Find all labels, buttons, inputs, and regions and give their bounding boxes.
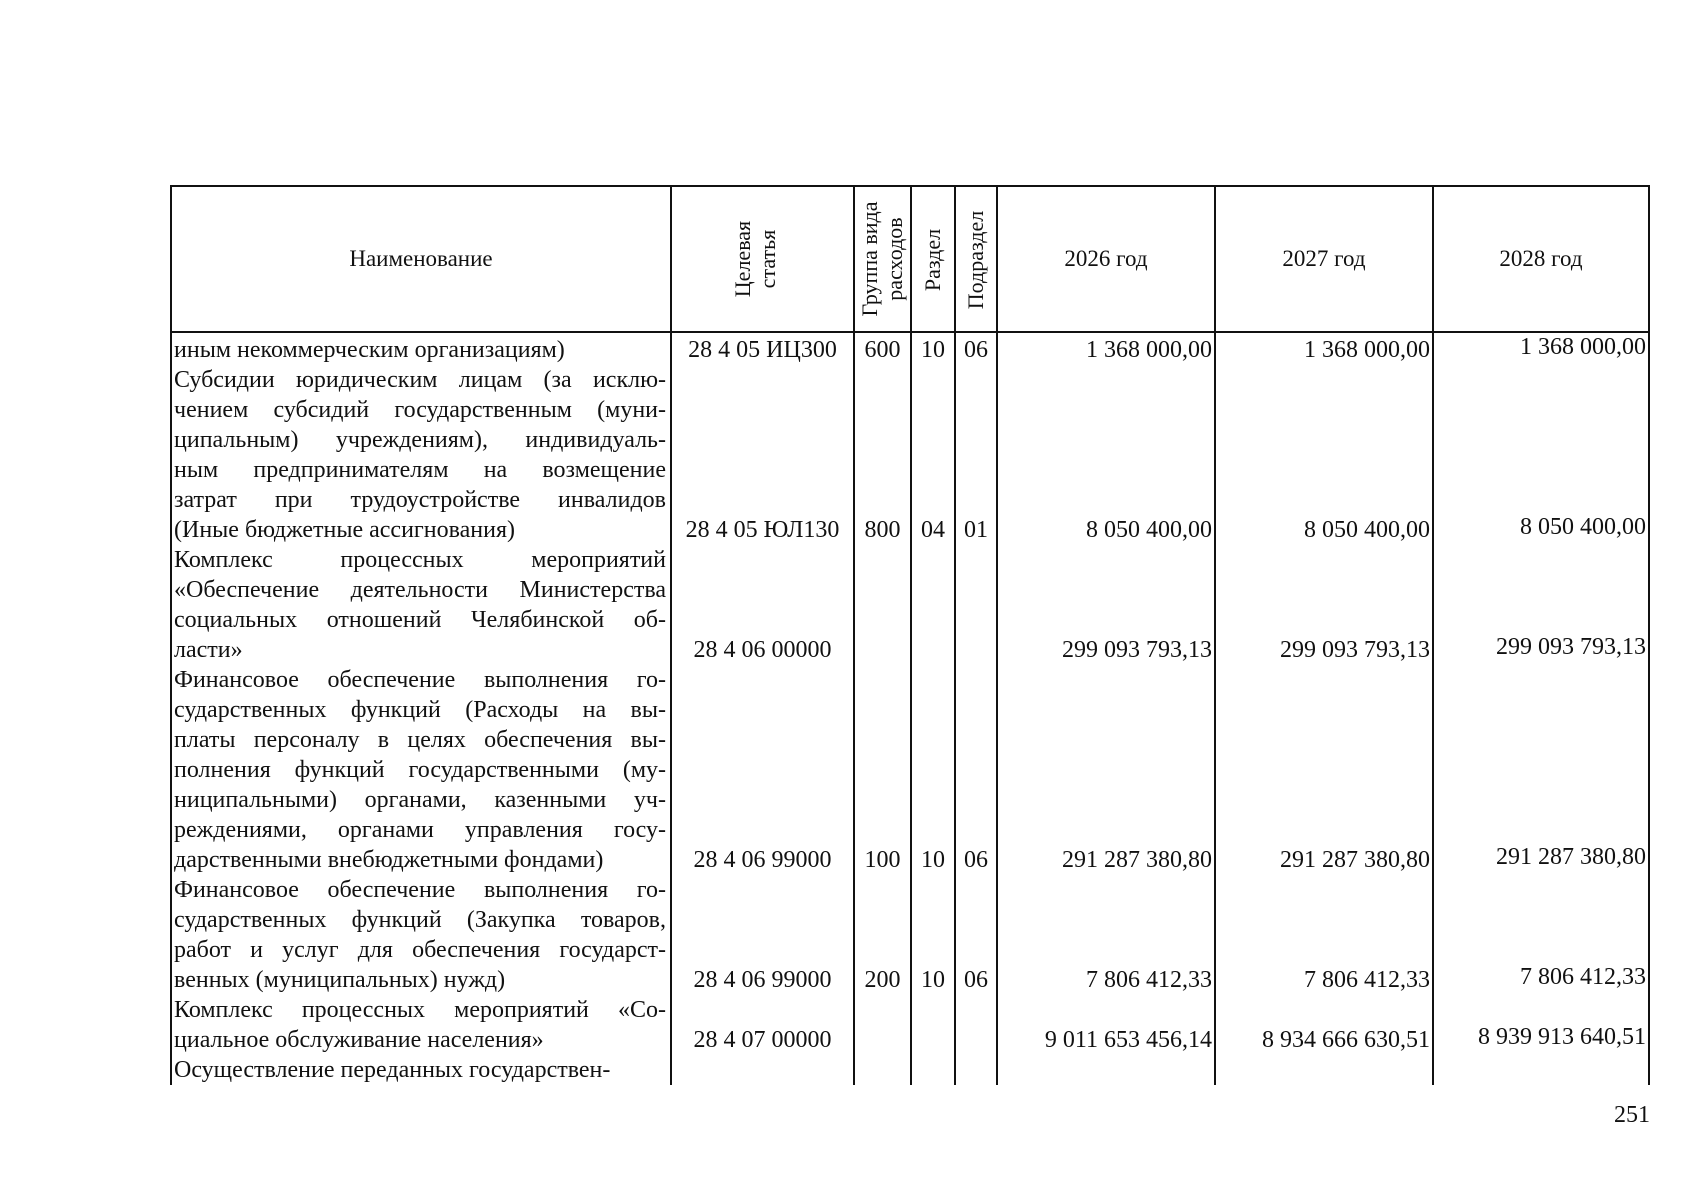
name-line: венных (муниципальных) нужд) (174, 967, 506, 993)
cell-2027: 8 934 666 630,51 (1262, 1027, 1430, 1053)
name-line: дарственными внебюджетными фондами) (174, 847, 604, 873)
cell-section: 10 (921, 337, 945, 363)
cell-2026: 291 287 380,80 (1062, 847, 1212, 873)
header-target-article (730, 189, 780, 329)
name-line: чением субсидий государственным (муни- (174, 397, 666, 423)
cell-2028: 1 368 000,00 (1520, 334, 1646, 360)
cell-2027: 7 806 412,33 (1304, 967, 1430, 993)
cell-section: 10 (921, 967, 945, 993)
cell-subsection: 06 (964, 847, 988, 873)
cell-section: 04 (921, 517, 945, 543)
header-subsection: Подраздел (963, 210, 988, 310)
name-line: циальное обслуживание населения» (174, 1027, 544, 1053)
name-line: затрат при трудоустройстве инвалидов (174, 487, 666, 513)
header-name: Наименование (349, 246, 493, 271)
budget-table (170, 185, 1650, 1085)
col-border (910, 185, 912, 1085)
cell-group: 200 (864, 967, 901, 993)
header-expense-group (857, 189, 907, 329)
name-line: полнения функций государственными (му- (174, 757, 666, 783)
cell-article: 28 4 06 99000 (693, 847, 832, 873)
cell-section: 10 (921, 847, 945, 873)
cell-2026: 7 806 412,33 (1086, 967, 1212, 993)
cell-subsection: 06 (964, 967, 988, 993)
name-line: Осуществление переданных государствен- (174, 1057, 611, 1083)
cell-group: 800 (864, 517, 901, 543)
header-expense-group-line1: Группа вида (857, 201, 882, 317)
name-line: Финансовое обеспечение выполнения го- (174, 667, 666, 693)
cell-article: 28 4 06 99000 (693, 967, 832, 993)
header-2027: 2027 год (1282, 246, 1366, 271)
name-line: ниципальными) органами, казенными уч- (174, 787, 666, 813)
name-line: работ и услуг для обеспечения государст- (174, 937, 666, 963)
name-line: реждениями, органами управления госу- (174, 817, 666, 843)
cell-2027: 8 050 400,00 (1304, 517, 1430, 543)
cell-2026: 9 011 653 456,14 (1044, 1027, 1212, 1053)
cell-2028: 299 093 793,13 (1496, 634, 1646, 660)
cell-2026: 1 368 000,00 (1086, 337, 1212, 363)
name-line: платы персоналу в целях обеспечения вы- (174, 727, 666, 753)
header-section: Раздел (920, 228, 945, 292)
header-2026: 2026 год (1064, 246, 1148, 271)
cell-article: 28 4 05 ЮЛ130 (685, 517, 840, 543)
page-number: 251 (1614, 1102, 1650, 1128)
cell-article: 28 4 07 00000 (693, 1027, 832, 1053)
col-border (954, 185, 956, 1085)
cell-2027: 291 287 380,80 (1280, 847, 1430, 873)
cell-2026: 8 050 400,00 (1086, 517, 1212, 543)
name-line: (Иные бюджетные ассигнования) (174, 517, 515, 543)
name-line: ципальным) учреждениям), индивидуаль- (174, 427, 666, 453)
header-target-article-line2: статья (755, 229, 780, 289)
name-line: «Обеспечение деятельности Министерства (174, 577, 666, 603)
col-border (1648, 185, 1650, 1085)
cell-group: 100 (864, 847, 901, 873)
name-line: социальных отношений Челябинской об- (174, 607, 666, 633)
cell-2028: 8 050 400,00 (1520, 514, 1646, 540)
name-line: Комплекс процессных мероприятий «Со- (174, 997, 666, 1023)
name-line: ласти» (174, 637, 243, 663)
name-line: сударственных функций (Расходы на вы- (174, 697, 666, 723)
cell-2027: 1 368 000,00 (1304, 337, 1430, 363)
name-line: Комплекс процессных мероприятий (174, 547, 666, 573)
cell-2026: 299 093 793,13 (1062, 637, 1212, 663)
cell-article: 28 4 05 ИЦ300 (688, 337, 837, 363)
name-line: Финансовое обеспечение выполнения го- (174, 877, 666, 903)
name-line: Субсидии юридическим лицам (за исклю- (174, 367, 666, 393)
cell-group: 600 (864, 337, 901, 363)
col-border (853, 185, 855, 1085)
name-line: сударственных функций (Закупка товаров, (174, 907, 666, 933)
cell-subsection: 06 (964, 337, 988, 363)
cell-2028: 8 939 913 640,51 (1478, 1024, 1646, 1050)
cell-2028: 7 806 412,33 (1520, 964, 1646, 990)
name-line: ным предпринимателям на возмещение (174, 457, 666, 483)
cell-article: 28 4 06 00000 (693, 637, 832, 663)
name-line: иным некоммерческим организациям) (174, 337, 565, 363)
header-expense-group-line2: расходов (882, 217, 907, 301)
cell-subsection: 01 (964, 517, 988, 543)
cell-2027: 299 093 793,13 (1280, 637, 1430, 663)
cell-2028: 291 287 380,80 (1496, 844, 1646, 870)
header-2028: 2028 год (1499, 246, 1583, 271)
header-target-article-line1: Целевая (730, 220, 755, 298)
